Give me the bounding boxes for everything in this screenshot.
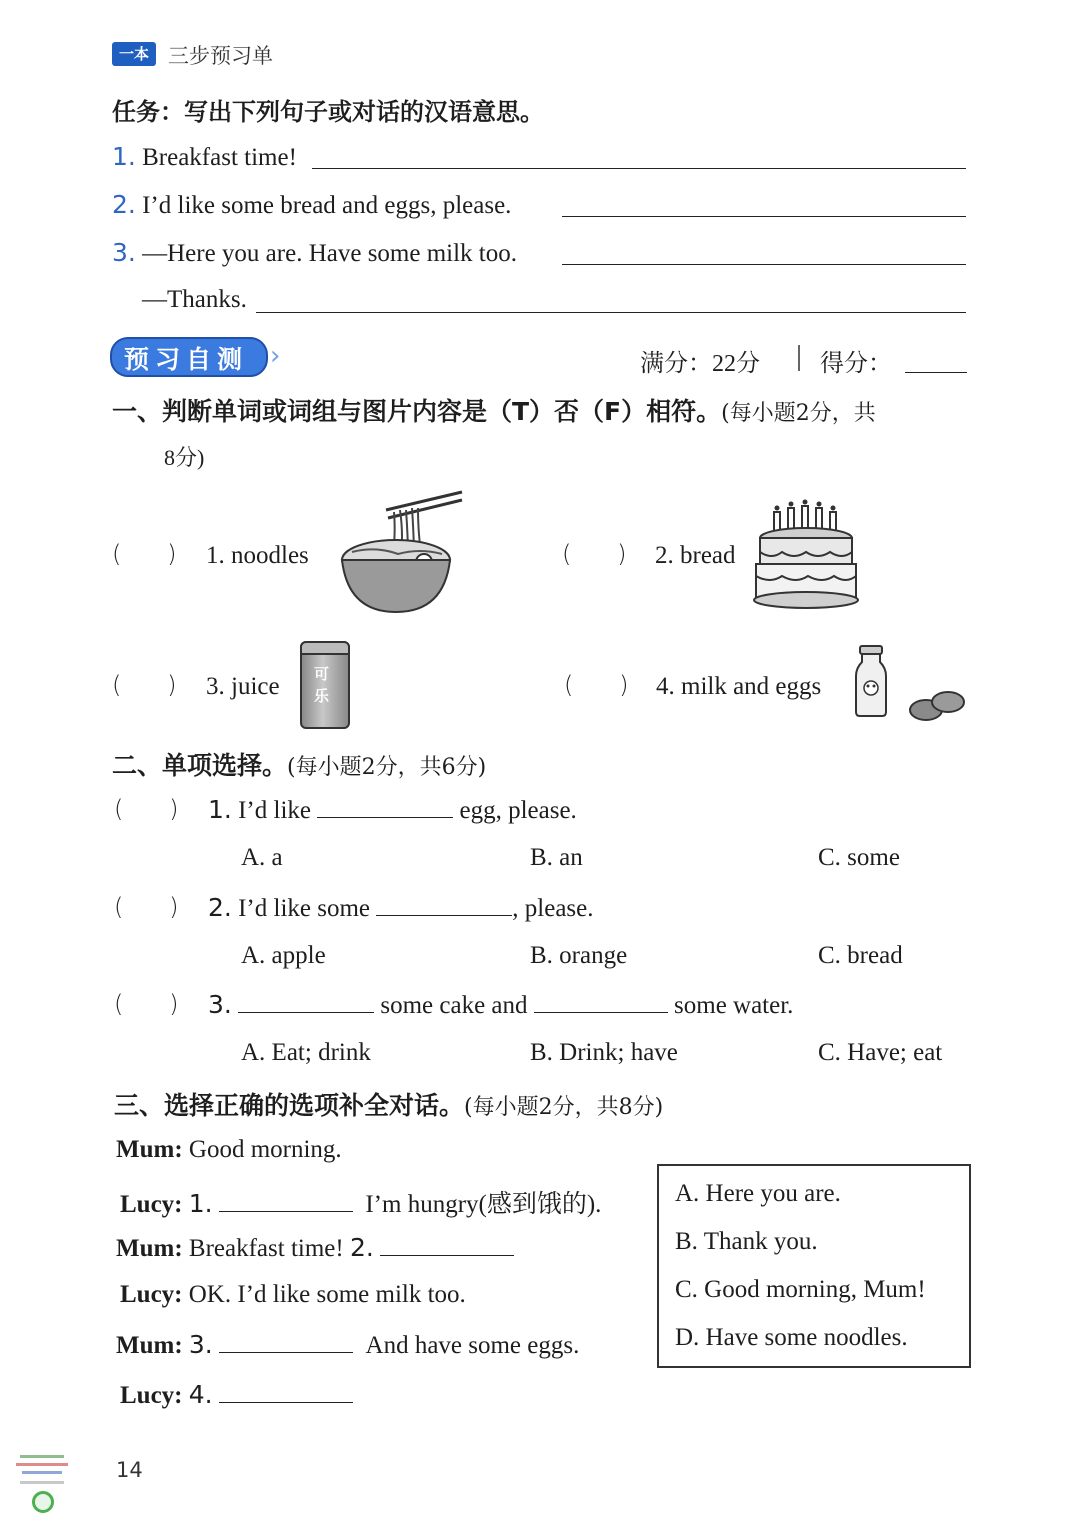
section3-title-text: 三、选择正确的选项补全对话。 bbox=[114, 1091, 465, 1120]
s2-q1-option-c[interactable]: C. some bbox=[818, 844, 900, 871]
speaker-mum: Mum: bbox=[116, 1332, 183, 1359]
s2-q2-pre: I’d like some bbox=[238, 895, 371, 922]
s2-question-1 bbox=[208, 795, 577, 825]
section2-note: (每小题2分，共6分) bbox=[287, 755, 487, 780]
box-option-b[interactable]: B. Thank you. bbox=[675, 1228, 818, 1255]
s1-item-1 bbox=[206, 540, 309, 570]
self-test-badge bbox=[110, 337, 280, 375]
section1-note: (每小题2分，共 bbox=[721, 401, 876, 426]
s1-item-4-label: 4. milk and eggs bbox=[656, 673, 822, 700]
s1-item-1-label: 1. noodles bbox=[206, 542, 309, 569]
can-text-2: 乐 bbox=[314, 687, 330, 705]
header bbox=[112, 40, 412, 70]
answer-paren-s2-2[interactable]: ( ) bbox=[114, 893, 179, 921]
s2-q2-option-c[interactable]: C. bread bbox=[818, 942, 903, 969]
task-item-4 bbox=[142, 286, 247, 314]
dialogue-line-1 bbox=[116, 1136, 342, 1164]
answer-paren-s2-1[interactable]: ( ) bbox=[114, 795, 179, 823]
task-item-2 bbox=[112, 190, 511, 220]
task-item-2-num: 2. bbox=[112, 190, 136, 219]
s2-q2-option-a[interactable]: A. apple bbox=[241, 942, 326, 969]
speaker-lucy: Lucy: bbox=[120, 1382, 183, 1409]
score-full: 满分：22分 bbox=[640, 351, 760, 377]
dialogue-blank-2[interactable] bbox=[380, 1233, 514, 1256]
dialogue-blank-4[interactable] bbox=[219, 1380, 353, 1403]
s1-item-4 bbox=[656, 671, 821, 701]
section3-note: (每小题2分，共8分) bbox=[464, 1095, 664, 1120]
section1-title-text: 一、判断单词或词组与图片内容是（T）否（F）相符。 bbox=[112, 397, 722, 426]
answer-paren-s1-1[interactable]: ( ) bbox=[112, 540, 177, 568]
section1-title bbox=[112, 392, 876, 428]
s2-q2-post: , please. bbox=[512, 895, 594, 922]
dialogue-blank-3[interactable] bbox=[219, 1330, 353, 1353]
task-item-1-text: Breakfast time! bbox=[142, 144, 297, 171]
s2-q3-post: some water. bbox=[674, 992, 794, 1019]
s1-item-2 bbox=[655, 540, 736, 570]
answer-paren-s1-4[interactable]: ( ) bbox=[564, 671, 629, 699]
s2-question-2 bbox=[208, 893, 594, 923]
s2-q3-option-b[interactable]: B. Drink; have bbox=[530, 1039, 678, 1066]
logo-text: 一本 bbox=[118, 45, 149, 63]
s2-q2-num: 2. bbox=[208, 893, 232, 922]
task-item-2-text: I’d like some bread and eggs, please. bbox=[142, 192, 512, 219]
s2-q1-pre: I’d like bbox=[238, 797, 311, 824]
logo-badge bbox=[112, 42, 156, 66]
s2-q2-option-b[interactable]: B. orange bbox=[530, 942, 628, 969]
milk-eggs-image bbox=[854, 644, 968, 724]
task-item-3-num: 3. bbox=[112, 238, 136, 267]
header-title: 三步预习单 bbox=[168, 44, 273, 68]
section3-title bbox=[114, 1086, 663, 1122]
box-option-d[interactable]: D. Have some noodles. bbox=[675, 1324, 908, 1351]
dialogue-text-4: OK. I’d like some milk too. bbox=[188, 1281, 466, 1308]
section2-title bbox=[112, 746, 486, 782]
task-item-1-num: 1. bbox=[112, 142, 136, 171]
noodles-image bbox=[338, 488, 468, 616]
score-area bbox=[640, 343, 970, 377]
cola-can-image bbox=[300, 641, 350, 729]
dialogue-line-2 bbox=[120, 1184, 601, 1220]
score-got: 得分： bbox=[820, 351, 892, 377]
score-divider bbox=[798, 345, 800, 371]
s2-q3-blank-2[interactable] bbox=[534, 990, 668, 1013]
task-title: 任务：写出下列句子或对话的汉语意思。 bbox=[112, 98, 544, 126]
dialogue-num-4: 4. bbox=[188, 1380, 213, 1409]
task-item-4-text: —Thanks. bbox=[142, 286, 247, 313]
score-input-line[interactable] bbox=[905, 372, 967, 373]
dialogue-line-4 bbox=[120, 1281, 466, 1309]
task-item-3 bbox=[112, 238, 517, 268]
corner-logo-icon bbox=[12, 1455, 72, 1517]
dialogue-num-1: 1. bbox=[188, 1189, 213, 1218]
s2-q3-num: 3. bbox=[208, 990, 232, 1019]
s2-q1-option-b[interactable]: B. an bbox=[530, 844, 583, 871]
dialogue-text-1: Good morning. bbox=[188, 1136, 342, 1163]
speaker-lucy: Lucy: bbox=[120, 1281, 183, 1308]
cake-image bbox=[752, 496, 862, 614]
chevron-right-icon: › bbox=[270, 341, 281, 371]
s2-q3-mid: some cake and bbox=[380, 992, 528, 1019]
dialogue-line-5 bbox=[116, 1330, 579, 1360]
answer-paren-s1-2[interactable]: ( ) bbox=[562, 540, 627, 568]
box-option-a[interactable]: A. Here you are. bbox=[675, 1180, 841, 1207]
box-option-c[interactable]: C. Good morning, Mum! bbox=[675, 1276, 926, 1303]
dialogue-blank-1[interactable] bbox=[219, 1189, 353, 1212]
s2-q3-option-a[interactable]: A. Eat; drink bbox=[241, 1039, 371, 1066]
task-answer-line-3[interactable] bbox=[562, 264, 966, 265]
can-text-1: 可 bbox=[314, 665, 330, 683]
speaker-lucy: Lucy: bbox=[120, 1191, 183, 1218]
answer-paren-s2-3[interactable]: ( ) bbox=[114, 990, 179, 1018]
task-item-1 bbox=[112, 142, 297, 172]
s1-item-2-label: 2. bread bbox=[655, 542, 736, 569]
s2-q1-num: 1. bbox=[208, 795, 232, 824]
speaker-mum: Mum: bbox=[116, 1235, 183, 1262]
task-answer-line-1[interactable] bbox=[312, 168, 966, 169]
section2-title-text: 二、单项选择。 bbox=[112, 751, 288, 780]
s2-q1-post: egg, please. bbox=[459, 797, 577, 824]
s2-q1-blank[interactable] bbox=[317, 795, 453, 818]
task-answer-line-4[interactable] bbox=[256, 312, 966, 313]
task-answer-line-2[interactable] bbox=[562, 216, 966, 217]
dialogue-line-3 bbox=[116, 1233, 514, 1263]
task-item-3-text: —Here you are. Have some milk too. bbox=[142, 240, 517, 267]
page-number: 14 bbox=[116, 1458, 143, 1482]
dialogue-text-5: And have some eggs. bbox=[365, 1332, 580, 1359]
s2-question-3 bbox=[208, 990, 793, 1020]
dialogue-text-2: I’m hungry(感到饿的). bbox=[365, 1191, 602, 1218]
s2-q3-blank-1[interactable] bbox=[238, 990, 374, 1013]
dialogue-text-3: Breakfast time! bbox=[188, 1235, 344, 1262]
self-test-badge-text: 预习自测 bbox=[124, 345, 249, 374]
dialogue-line-6 bbox=[120, 1380, 353, 1410]
options-box bbox=[657, 1164, 971, 1368]
answer-paren-s1-3[interactable]: ( ) bbox=[112, 671, 177, 699]
s2-q3-option-c[interactable]: C. Have; eat bbox=[818, 1039, 943, 1066]
section1-note-cont: 8分) bbox=[164, 445, 205, 470]
dialogue-num-3: 3. bbox=[188, 1330, 213, 1359]
s2-q2-blank[interactable] bbox=[376, 893, 512, 916]
s1-item-3-label: 3. juice bbox=[206, 673, 280, 700]
s2-q1-option-a[interactable]: A. a bbox=[241, 844, 283, 871]
dialogue-num-2: 2. bbox=[349, 1233, 374, 1262]
speaker-mum: Mum: bbox=[116, 1136, 183, 1163]
s1-item-3 bbox=[206, 671, 280, 701]
